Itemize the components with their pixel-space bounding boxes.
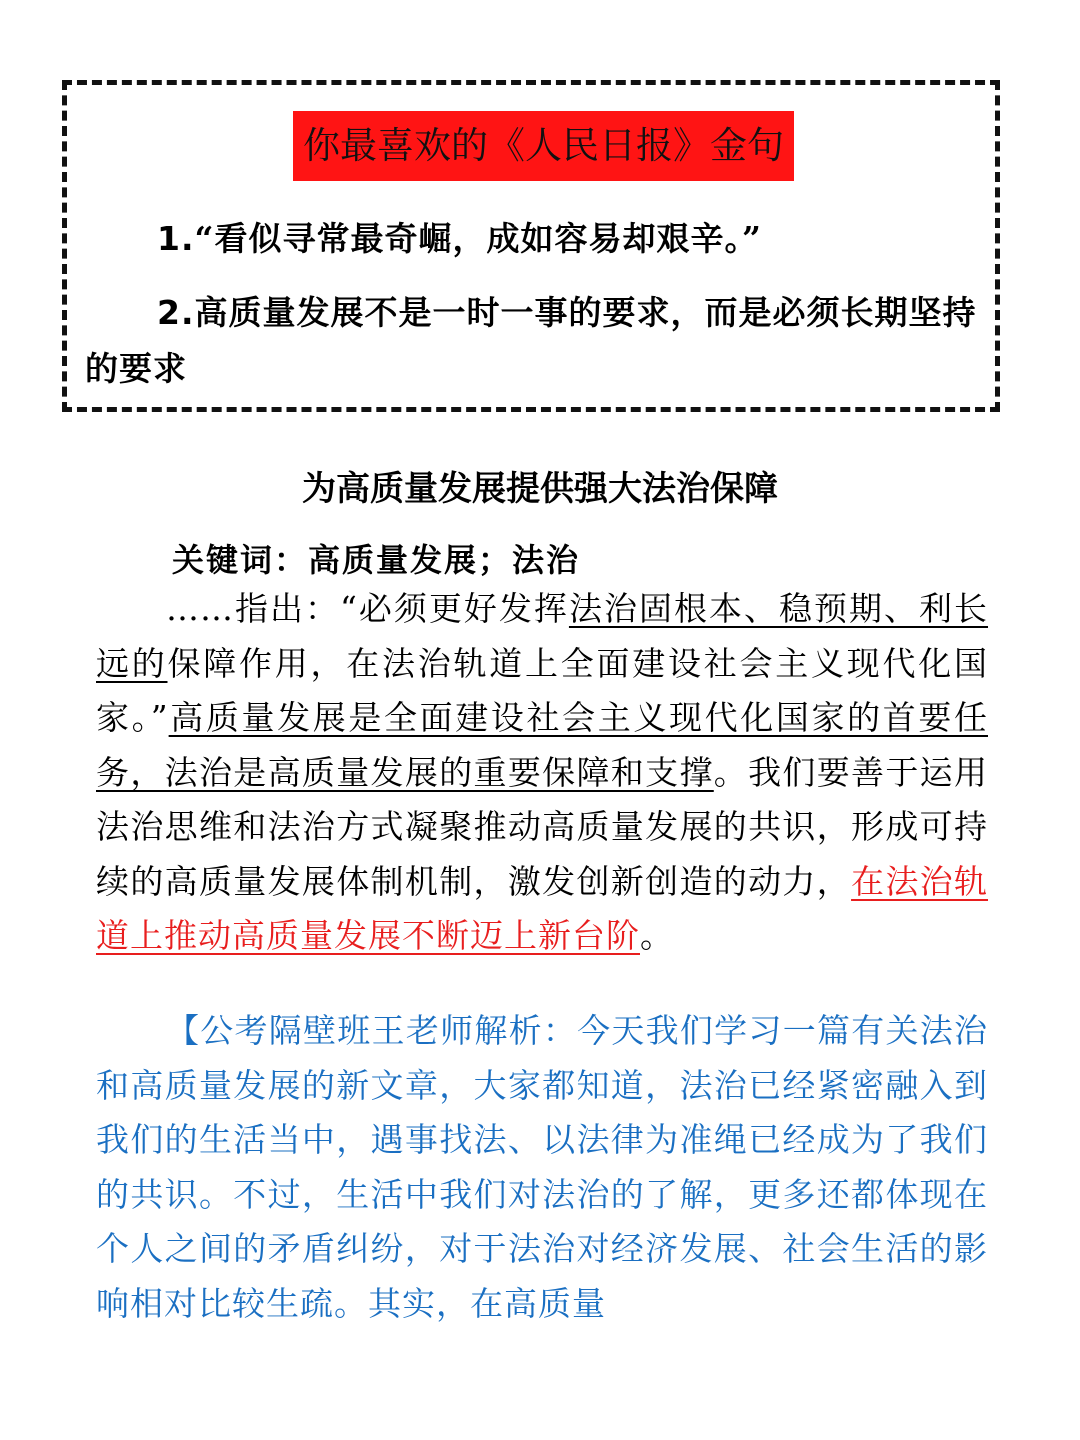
underlined-phrase: 法治固根本、稳预期、利长远的	[96, 589, 989, 683]
quote-box-title: 你最喜欢的《人民日报》金句	[293, 111, 794, 181]
teacher-analysis: 【公考隔壁班王老师解析：今天我们学习一篇有关法治和高质量发展的新文章，大家都知道，法治已经紧密融入到我们的生活当中，遇事找法、以法律为准绳已经成为了我们的共识。不过，生活中我们对法治的了解，更多还都体现在个人之间的矛盾纠纷，对于法治对经济发展、社会生活的影响相对比较生疏。其实，在高质量	[96, 1011, 988, 1323]
quote-item-number: 1.	[157, 219, 195, 258]
quote-item-text: 高质量发展不是一时一事的要求，而是必须长期坚持的要求	[85, 293, 977, 388]
body-segment: 。	[640, 916, 674, 955]
keywords-label: 关键词：	[172, 541, 309, 579]
quote-item-1	[85, 211, 985, 267]
body-segment: 保障作用，在法治轨道上全面建设社会主义现代化国家。”	[96, 643, 988, 737]
golden-quote-box	[62, 80, 1000, 412]
underlined-key-sentence: 高质量发展是全面建设社会主义现代化国家的首要任务，法治是高质量发展的重要保障和支撑	[96, 698, 988, 792]
body-segment: 。我们要善于运用法治思维和法治方式凝聚推动高质量发展的共识，形成可持续的高质量发展体制机制，激发创新创造的动力，	[96, 752, 989, 901]
article-body	[96, 582, 988, 964]
quote-item-number: 2.	[157, 293, 195, 332]
quote-item-text: “看似寻常最奇崛，成如容易却艰辛。”	[194, 219, 762, 258]
keywords-line	[172, 533, 580, 587]
red-highlight-sentence: 在法治轨道上推动高质量发展不断迈上新台阶	[96, 861, 989, 955]
article-title: 为高质量发展提供强大法治保障	[302, 469, 778, 509]
keywords-value: 高质量发展；法治	[308, 541, 581, 579]
quote-item-2	[85, 285, 985, 397]
body-segment: ……指出：“必须更好发挥	[166, 589, 569, 628]
